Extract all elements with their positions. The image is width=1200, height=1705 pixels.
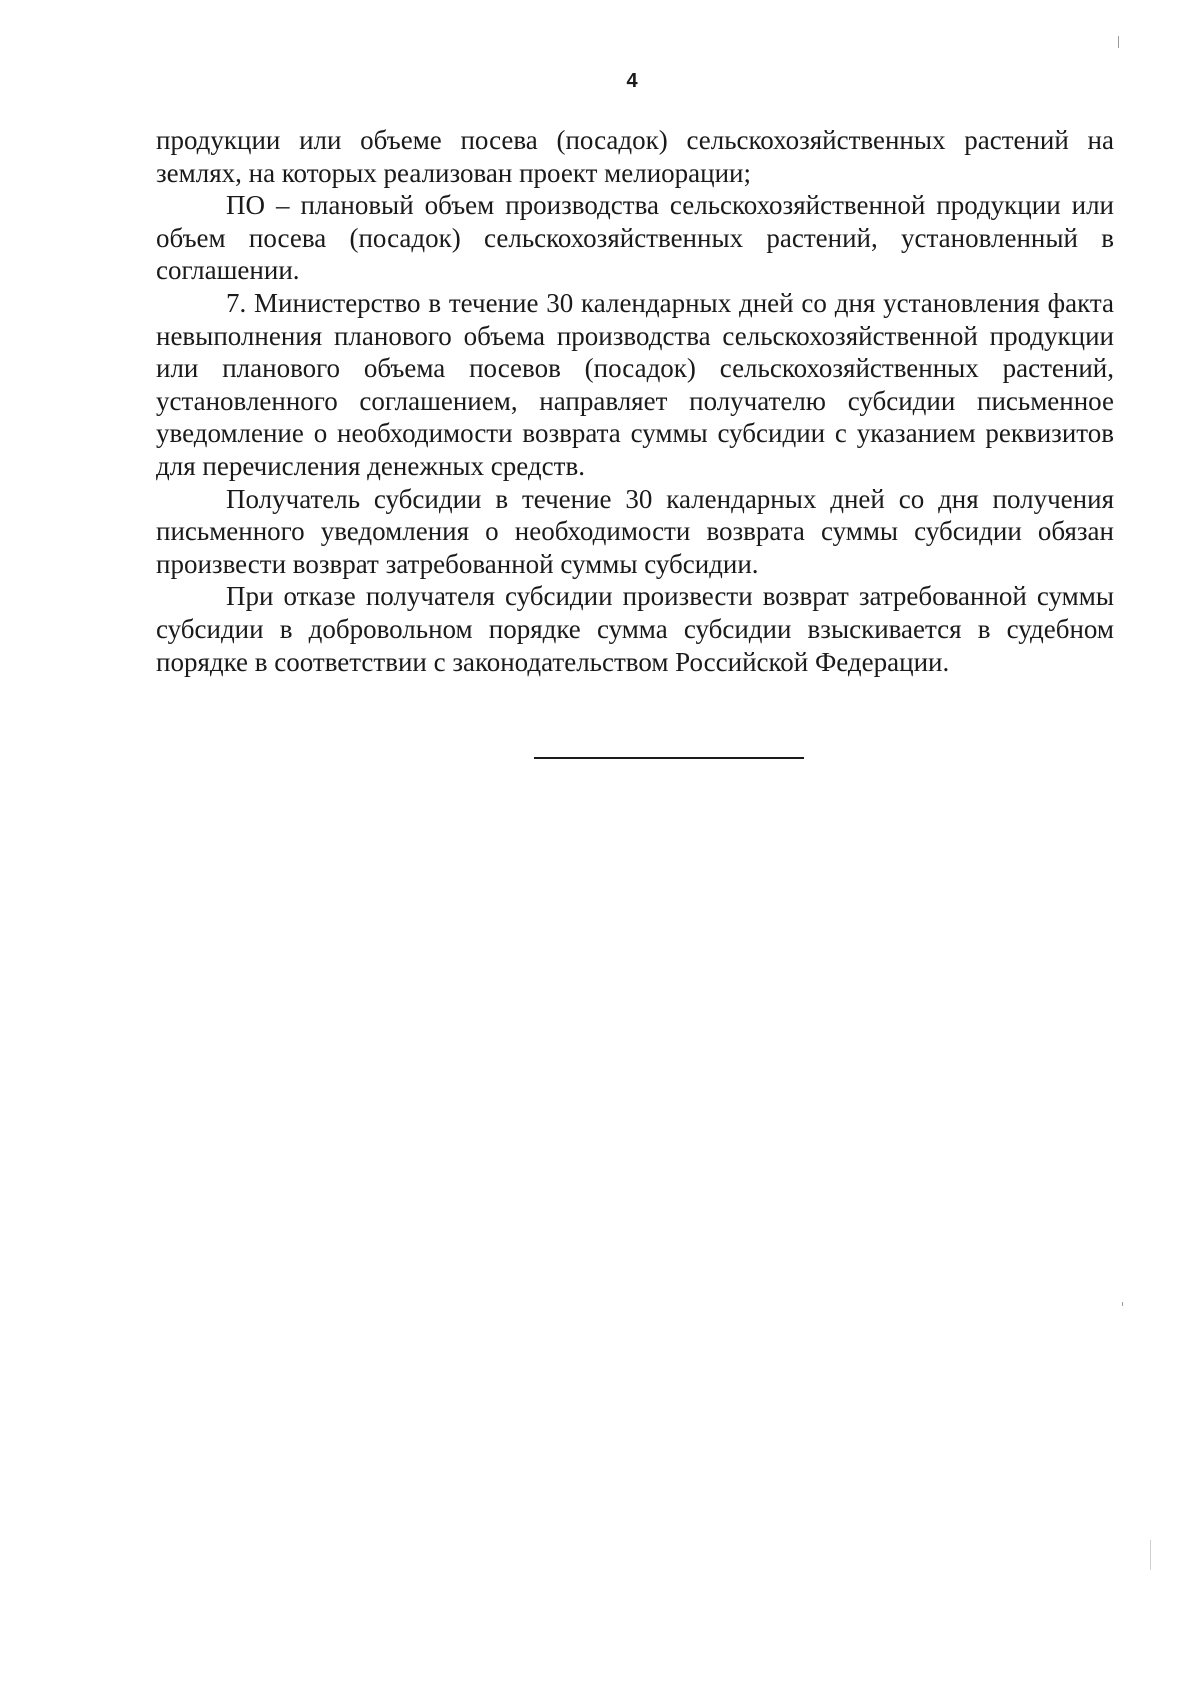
end-of-text-divider [534, 757, 804, 759]
scan-artifact-mark [1118, 36, 1119, 48]
page-number: 4 [626, 70, 638, 92]
document-body [156, 124, 1114, 678]
paragraph-refusal-recovery: При отказе получателя субсидии произвести возврат затребованной суммы субсидии в добровольном порядке сумма субсидии взыскивается в судебном порядке в соответствии с законодательством Российской Федерации. [156, 581, 1114, 677]
scan-artifact-mark [1150, 1540, 1151, 1570]
scan-artifact-mark [1122, 1302, 1123, 1306]
paragraph-po-definition: ПО – плановый объем производства сельскохозяйственной продукции или объем посева (посадок) сельскохозяйственных растений, установленный в соглашении. [156, 190, 1114, 286]
paragraph-recipient-obligation: Получатель субсидии в течение 30 календарных дней со дня получения письменного уведомления о необходимости возврата суммы субсидии обязан произвести возврат затребованной суммы субсидии. [156, 483, 1114, 579]
paragraph-item-7: 7. Министерство в течение 30 календарных дней со дня установления факта невыполнения планового объема производства сельскохозяйственной продукции или планового объема посевов (посадок) сельскохозяйственных растений, установленного соглашением, направляет получателю субсидии письменное уведомление о необходимости возврата суммы субсидии с указанием реквизитов для перечисления денежных средств. [156, 287, 1114, 481]
paragraph-continuation: продукции или объеме посева (посадок) сельскохозяйственных растений на землях, на которых реализован проект мелиорации; [156, 125, 1114, 188]
